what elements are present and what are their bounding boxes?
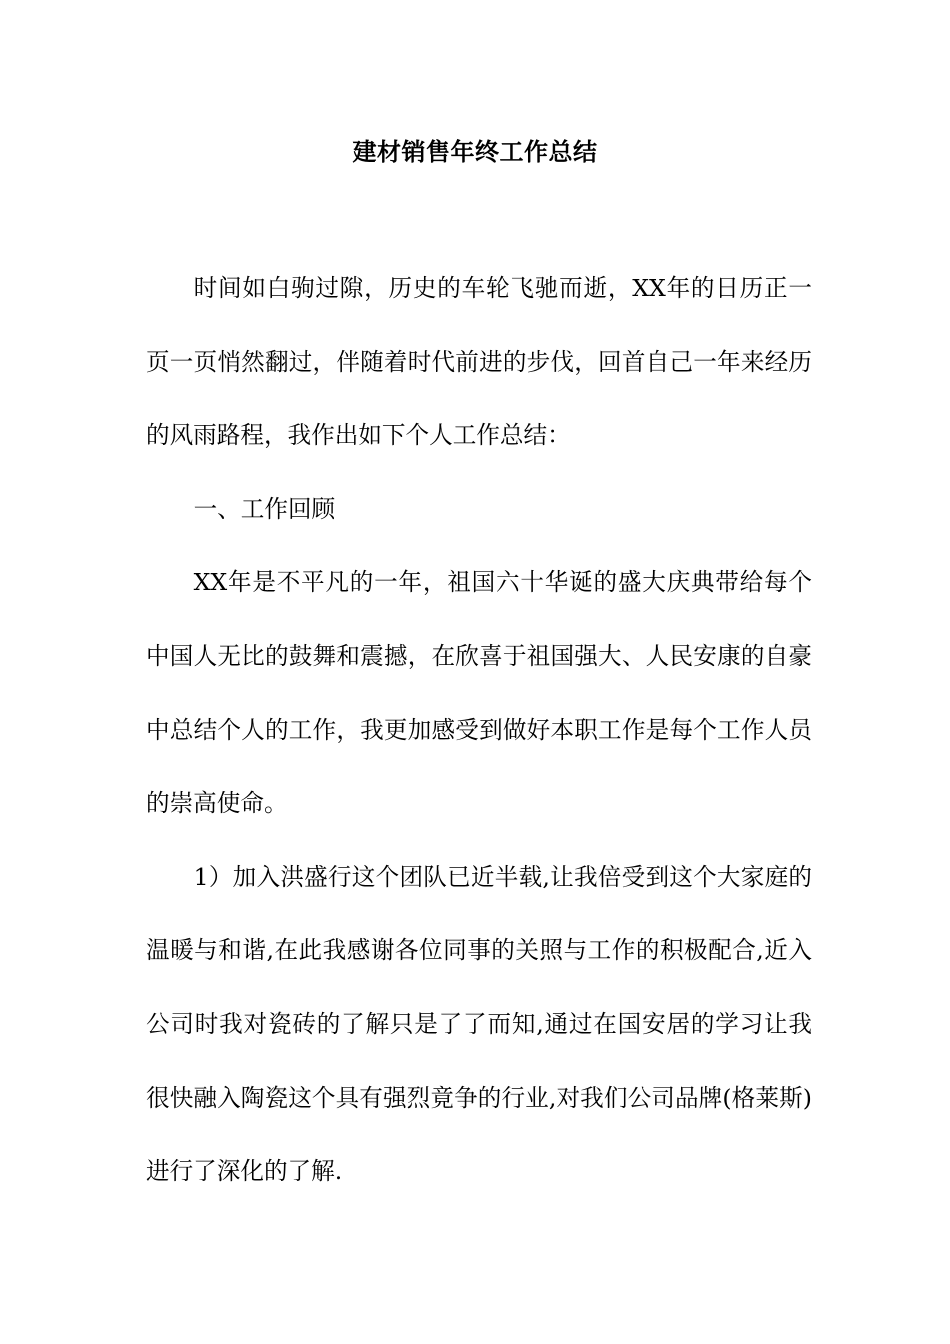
section-heading-work-review: 一、工作回顾: [193, 494, 336, 523]
paragraph-item-1: 1）加入洪盛行这个团队已近半载,让我倍受到这个大家庭的温暖与和谐,在此我感谢各位同事的关照与工作的积极配合,近入公司时我对瓷砖的了解只是了了而知,通过在国安居的学习让我很快融入陶瓷这个具有强烈竟争的行业,对我们公司品牌(格莱斯)进行了深化的了解.: [146, 862, 812, 1186]
document-title: 建材销售年终工作总结: [352, 138, 598, 166]
paragraph-intro: 时间如白驹过隙，历史的车轮飞驰而逝，XX年的日历正一页一页悄然翻过，伴随着时代前进的步伐，回首自己一年来经历的风雨路程，我作出如下个人工作总结：: [146, 274, 812, 450]
document-body: [146, 252, 812, 1209]
paragraph-year-review: XX年是不平凡的一年，祖国六十华诞的盛大庆典带给每个中国人无比的鼓舞和震撼，在欣喜于祖国强大、人民安康的自豪中总结个人的工作，我更加感受到做好本职工作是每个工作人员的崇高使命。: [146, 568, 812, 818]
